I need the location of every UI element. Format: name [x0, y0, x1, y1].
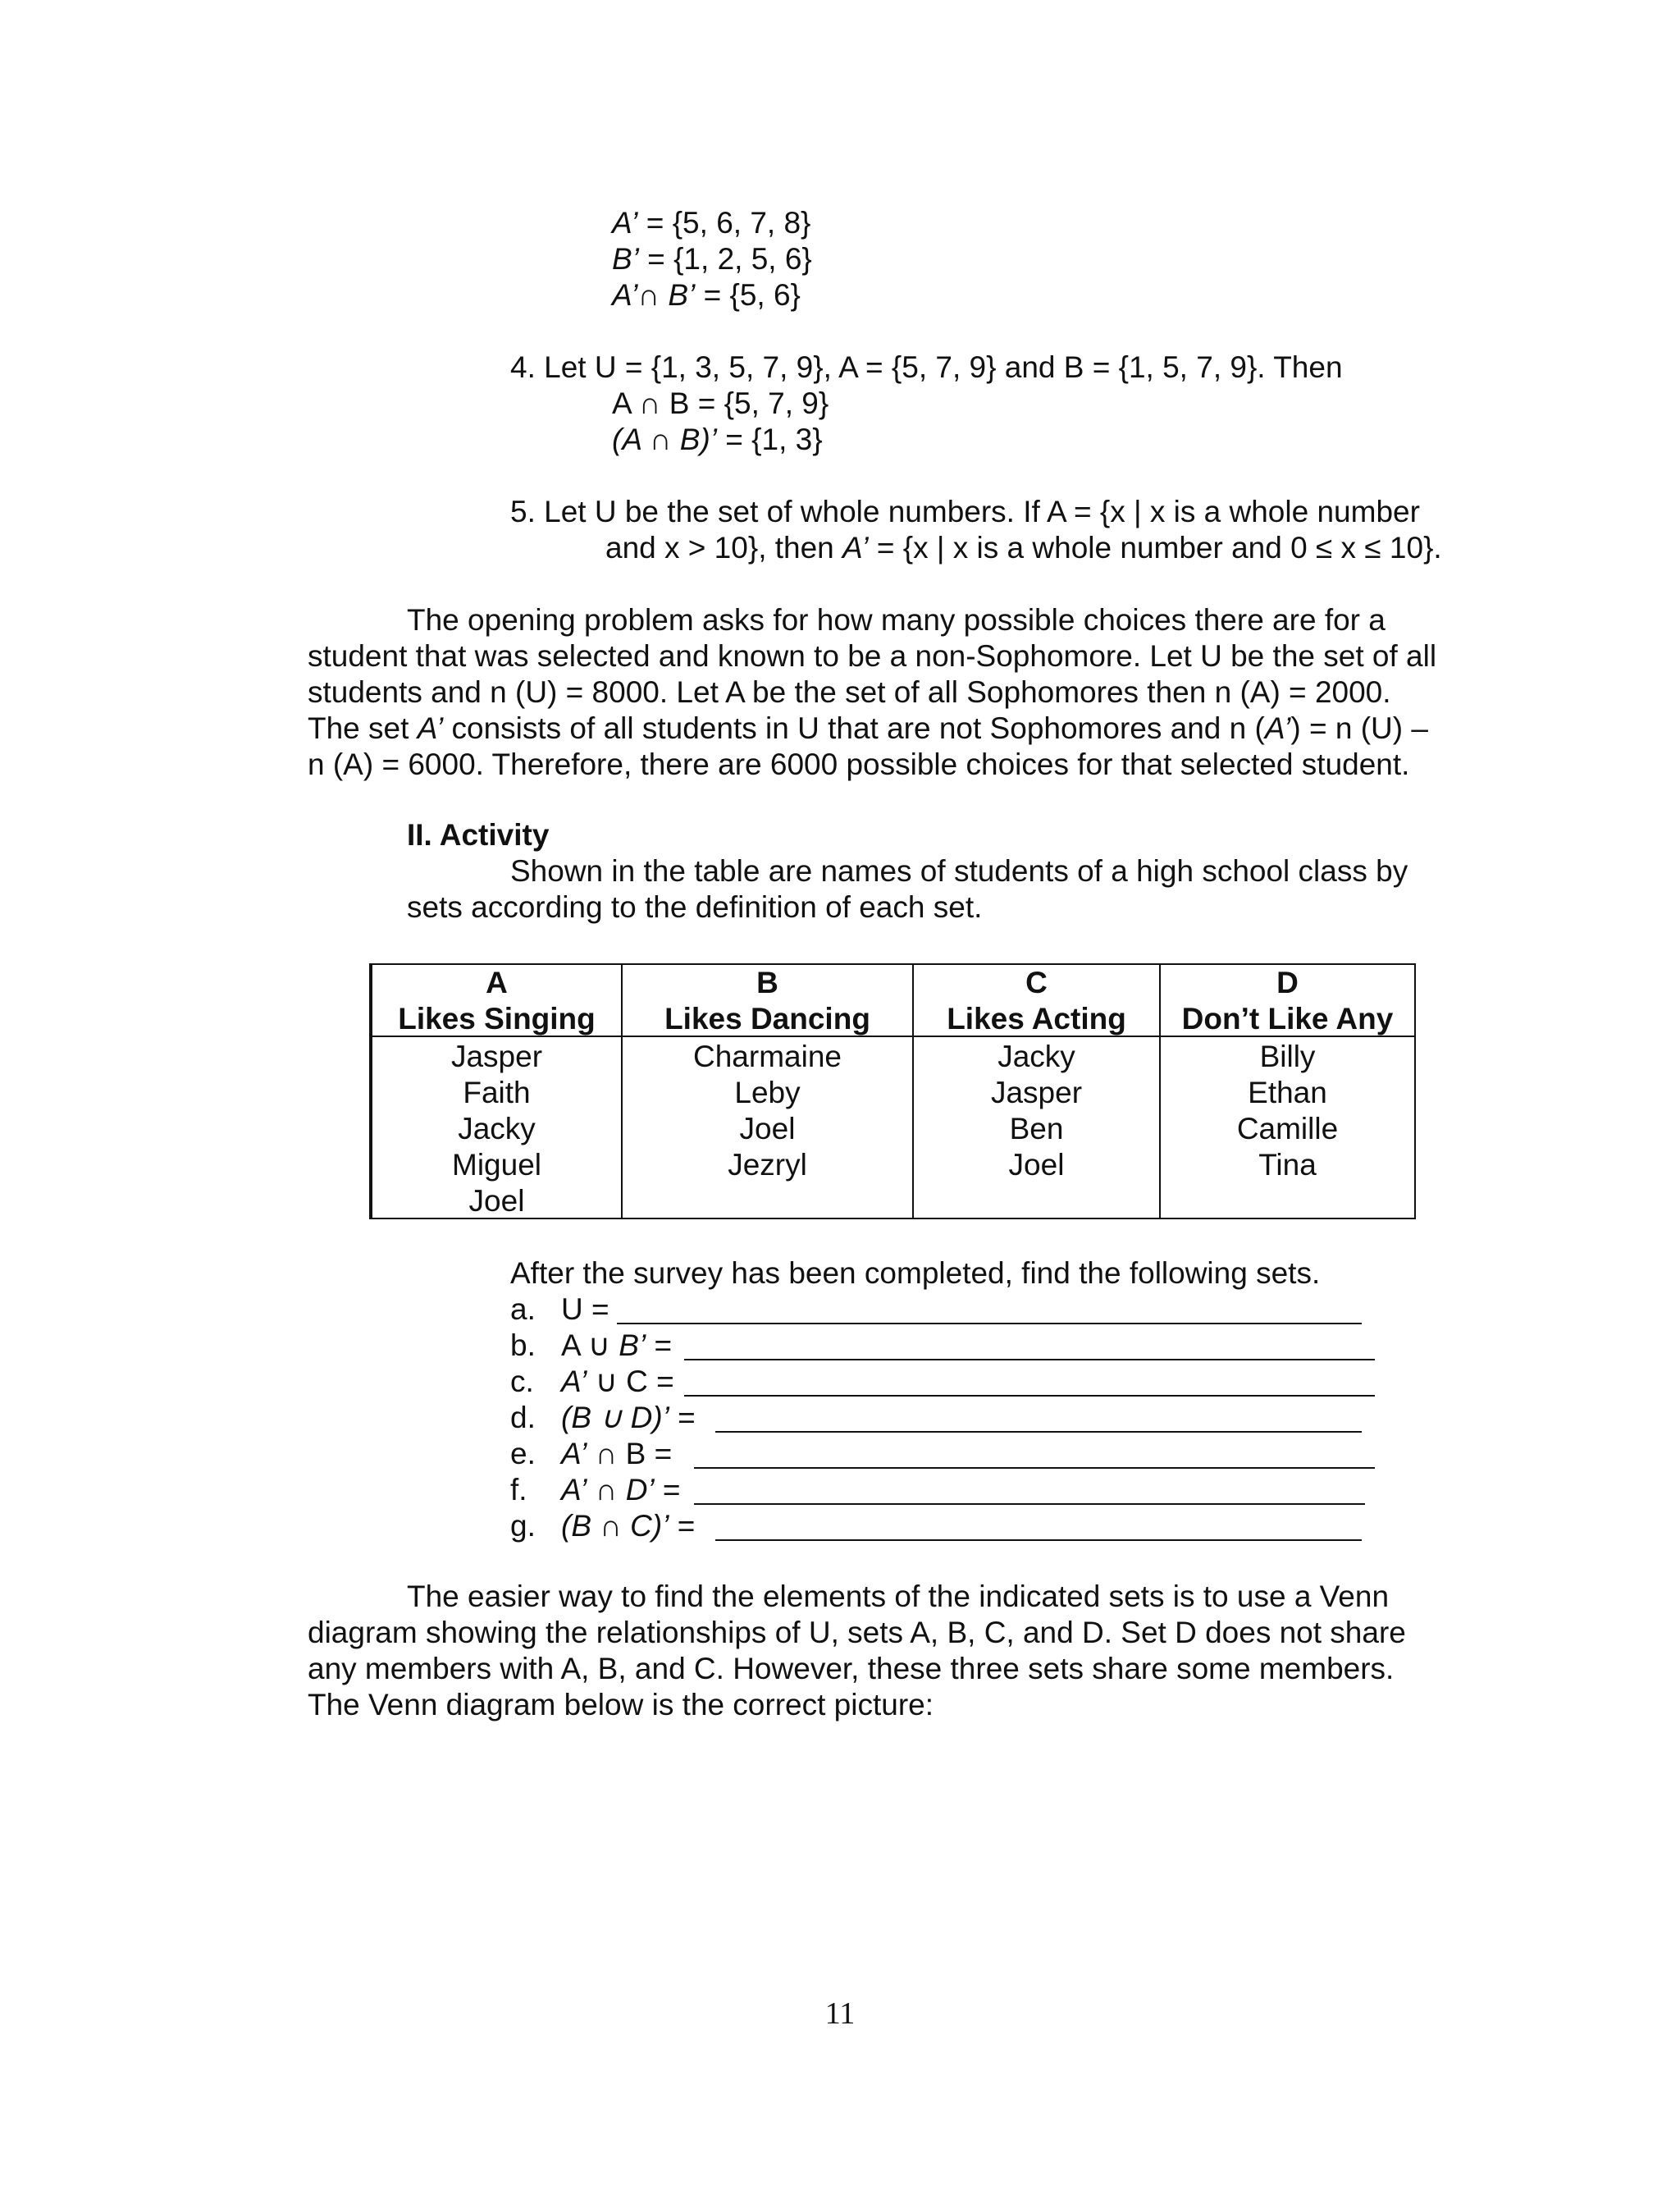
table-cell: Jasper [450, 1040, 543, 1073]
venn-paragraph-line-4: The Venn diagram below is the correct picture: [308, 1688, 934, 1721]
column-header [623, 965, 912, 1037]
exercise-item-g [510, 1508, 695, 1544]
table-column-c [912, 965, 1159, 1218]
item-letter: f. [510, 1473, 527, 1506]
column-letter: B [756, 966, 778, 999]
table-cell: Camille [1236, 1112, 1339, 1145]
exercise-item-a [510, 1292, 609, 1328]
example-5-text: 5. Let U be the set of whole numbers. If A = {x | x is a whole number [510, 495, 1420, 528]
paragraph-text: n (A) = 6000. Therefore, there are 6000 possible choices for that selected student. [308, 748, 1410, 781]
example-4-intersection [612, 386, 829, 422]
example-4-statement [510, 350, 1343, 386]
table-cell: Joel [1008, 1148, 1065, 1182]
column-title: Likes Singing [398, 1002, 596, 1036]
paragraph-text: The set [308, 711, 418, 745]
math-italic: A’ [417, 711, 444, 745]
answer-blank-d[interactable] [715, 1431, 1362, 1433]
complement-a-line [612, 205, 810, 241]
example-4-text: A ∩ B = {5, 7, 9} [612, 386, 829, 420]
column-letter: D [1276, 966, 1299, 999]
venn-paragraph-line-2: diagram showing the relationships of U, sets A, B, C, and D. Set D does not share [308, 1616, 1406, 1649]
math-italic: (B ∪ D)’ [561, 1401, 669, 1434]
paragraph-text: student that was selected and known to be a non-Sophomore. Let U be the set of all [308, 639, 1437, 673]
activity-heading: II. Activity [407, 818, 550, 852]
math-text: and x > 10}, then [605, 531, 843, 565]
exercise-item-f [510, 1472, 681, 1508]
table-cell: Tina [1258, 1148, 1317, 1182]
exercise-item-e [510, 1436, 672, 1472]
opening-problem-line-1 [407, 602, 1386, 638]
item-expression: = [654, 1473, 681, 1506]
column-letter: A [486, 966, 508, 999]
item-expression: ∩ B = [587, 1437, 673, 1470]
table-column-a [371, 965, 621, 1218]
table-cell: Faith [463, 1076, 531, 1109]
item-expression: = [669, 1401, 696, 1434]
intersection-complement-line [612, 277, 801, 313]
table-cell: Joel [468, 1184, 525, 1218]
opening-problem-line-2 [308, 638, 1436, 674]
example-4-complement [612, 422, 823, 458]
column-names [914, 1039, 1159, 1183]
exercise-item-d [510, 1400, 696, 1436]
math-italic: D’ [625, 1473, 655, 1506]
example-5-continuation [605, 530, 1442, 566]
item-letter: d. [510, 1401, 536, 1434]
activity-intro-line-1: Shown in the table are names of students of a high school class by [510, 854, 1408, 888]
venn-paragraph-line-3: any members with A, B, and C. However, these three sets share some members. [308, 1652, 1395, 1685]
table-cell: Jasper [990, 1076, 1083, 1109]
math-italic: B’ [612, 242, 639, 276]
math-italic: A’ [1264, 711, 1291, 745]
exercise-item-c [510, 1364, 674, 1400]
math-italic: (B ∩ C)’ [561, 1509, 669, 1543]
item-expression: ∩ [587, 1473, 626, 1506]
item-expression: A ∪ [561, 1328, 619, 1362]
example-5-statement [510, 494, 1420, 530]
answer-blank-e[interactable] [694, 1467, 1375, 1469]
math-text: = {5, 6, 7, 8} [637, 206, 811, 240]
page-number: 11 [824, 1996, 856, 2031]
table-cell: Miguel [452, 1148, 541, 1182]
opening-problem-line-5 [308, 747, 1409, 783]
column-names [623, 1039, 912, 1183]
column-title: Don’t Like Any [1181, 1002, 1394, 1036]
paragraph-text: ) = n (U) – [1290, 711, 1428, 745]
complement-b-line [612, 241, 812, 277]
column-title: Likes Dancing [664, 1002, 870, 1036]
paragraph-text: consists of all students in U that are not Sophomores and n ( [443, 711, 1265, 745]
answer-blank-g[interactable] [715, 1539, 1362, 1541]
math-text: = {5, 6} [695, 278, 801, 312]
item-expression: = [646, 1328, 673, 1362]
table-cell: Jacky [998, 1040, 1075, 1073]
exercise-intro: After the survey has been completed, find the following sets. [510, 1256, 1321, 1290]
student-sets-table [369, 963, 1416, 1219]
item-letter: e. [510, 1437, 536, 1470]
math-italic: A’ [561, 1473, 587, 1506]
table-column-d [1159, 965, 1414, 1218]
column-header [1161, 965, 1414, 1037]
paragraph-text: students and n (U) = 8000. Let A be the set of all Sophomores then n (A) = 2000. [308, 675, 1391, 709]
math-italic: A’∩ B’ [612, 278, 696, 312]
opening-problem-line-4 [308, 711, 1428, 747]
column-names [1161, 1039, 1414, 1183]
paragraph-text: The opening problem asks for how many possible choices there are for a [407, 603, 1386, 637]
column-header [372, 965, 621, 1037]
table-cell: Ethan [1248, 1076, 1327, 1109]
math-italic: A’ [561, 1365, 587, 1398]
answer-blank-c[interactable] [684, 1395, 1375, 1397]
column-letter: C [1025, 966, 1048, 999]
math-text: = {1, 2, 5, 6} [638, 242, 812, 276]
example-4-text: 4. Let U = {1, 3, 5, 7, 9}, A = {5, 7, 9} and B = {1, 5, 7, 9}. Then [510, 350, 1343, 384]
exercise-item-b [510, 1328, 672, 1364]
column-title: Likes Acting [947, 1002, 1126, 1036]
math-italic: B’ [619, 1328, 646, 1362]
math-italic: A’ [612, 206, 638, 240]
math-italic: (A ∩ B)’ [612, 423, 718, 456]
table-cell: Leby [734, 1076, 801, 1109]
table-cell: Charmaine [693, 1040, 842, 1073]
math-italic: A’ [842, 531, 869, 565]
item-expression: = [669, 1509, 696, 1543]
table-cell: Jezryl [728, 1148, 807, 1182]
item-letter: g. [510, 1509, 536, 1543]
math-italic: A’ [561, 1437, 587, 1470]
math-text: = {1, 3} [717, 423, 823, 456]
table-cell: Billy [1259, 1040, 1316, 1073]
item-letter: c. [510, 1365, 534, 1398]
venn-paragraph-line-1: The easier way to find the elements of the indicated sets is to use a Venn [407, 1580, 1390, 1613]
item-letter: b. [510, 1328, 536, 1362]
item-letter: a. [510, 1292, 536, 1326]
column-header [914, 965, 1159, 1037]
answer-blank-f[interactable] [694, 1503, 1365, 1505]
answer-blank-b[interactable] [684, 1359, 1375, 1360]
activity-intro-line-2: sets according to the definition of each set. [407, 890, 983, 924]
column-names [372, 1039, 621, 1219]
opening-problem-line-3 [308, 674, 1391, 711]
table-cell: Joel [739, 1112, 796, 1145]
table-cell: Ben [1009, 1112, 1064, 1145]
math-text: = {x | x is a whole number and 0 ≤ x ≤ 10}. [868, 531, 1442, 565]
table-column-b [621, 965, 912, 1218]
table-cell: Jacky [458, 1112, 536, 1145]
answer-blank-a[interactable] [617, 1323, 1362, 1324]
item-expression: ∪ C = [587, 1365, 674, 1398]
item-expression: U = [561, 1292, 609, 1326]
